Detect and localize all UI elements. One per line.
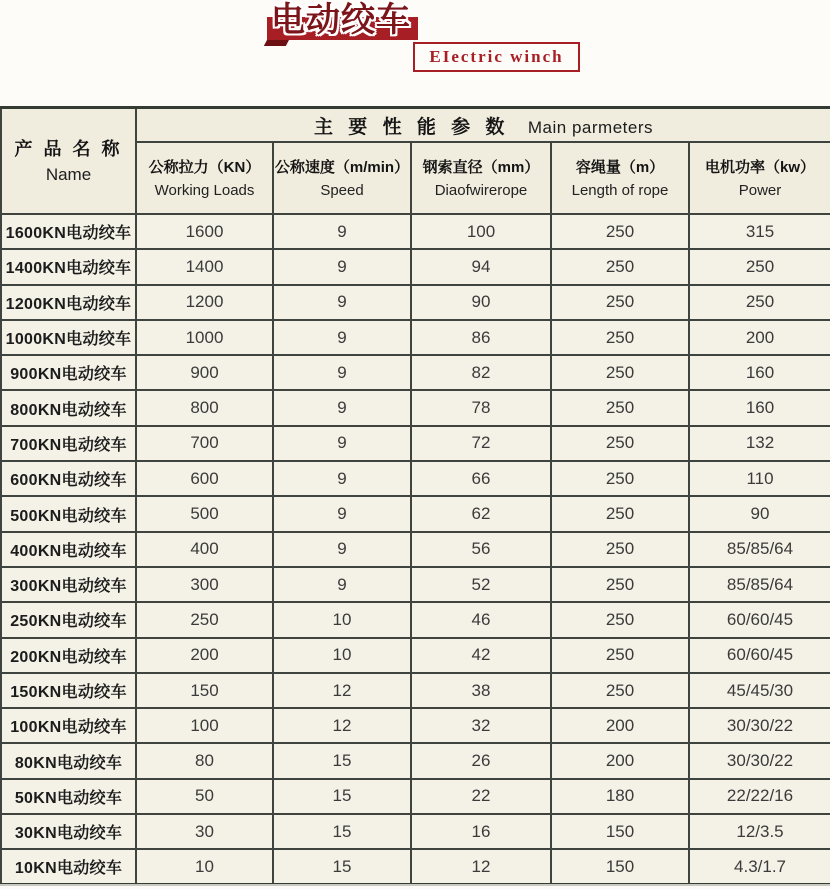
value-cell: 15 [273, 849, 411, 884]
group-header-zh: 主 要 性 能 参 数 [314, 116, 510, 138]
table-row [1, 779, 830, 814]
value-cell: 700 [136, 426, 273, 461]
value-cell: 250 [551, 673, 689, 708]
value-cell: 150 [551, 849, 689, 884]
table-row [1, 320, 830, 355]
value-cell: 38 [411, 673, 551, 708]
column-header-working-loads-zh: 公称拉力（KN） [148, 158, 261, 176]
value-cell: 82 [411, 355, 551, 390]
value-cell: 9 [273, 355, 411, 390]
value-cell: 100 [411, 214, 551, 249]
table-row [1, 390, 830, 425]
value-cell: 72 [411, 426, 551, 461]
name-column-header-en: Name [45, 164, 92, 184]
product-name-cell: 100KN电动绞车 [1, 708, 136, 743]
value-cell: 85/85/64 [689, 532, 830, 567]
value-cell: 200 [551, 708, 689, 743]
column-header-working-loads [136, 142, 273, 214]
page-bottom-edge [0, 884, 830, 886]
value-cell: 94 [411, 249, 551, 284]
name-column-header-zh: 产 品 名 称 [14, 138, 123, 159]
value-cell: 80 [136, 743, 273, 778]
column-header-speed-en: Speed [320, 181, 364, 199]
page-title-english: EIectric winch [429, 47, 564, 66]
value-cell: 9 [273, 285, 411, 320]
value-cell: 250 [551, 461, 689, 496]
product-name-cell: 800KN电动绞车 [1, 390, 136, 425]
value-cell: 15 [273, 779, 411, 814]
value-cell: 250 [551, 532, 689, 567]
value-cell: 250 [551, 426, 689, 461]
value-cell: 12 [273, 708, 411, 743]
value-cell: 9 [273, 249, 411, 284]
product-name-cell: 500KN电动绞车 [1, 496, 136, 531]
name-column-header [1, 108, 136, 215]
table-row [1, 285, 830, 320]
table-row [1, 602, 830, 637]
product-name-cell: 300KN电动绞车 [1, 567, 136, 602]
value-cell: 160 [689, 390, 830, 425]
value-cell: 78 [411, 390, 551, 425]
value-cell: 60/60/45 [689, 602, 830, 637]
group-header-en: Main parmeters [527, 117, 653, 137]
title-banner [0, 0, 830, 106]
value-cell: 52 [411, 567, 551, 602]
value-cell: 1200 [136, 285, 273, 320]
value-cell: 12 [273, 673, 411, 708]
spec-table [0, 106, 830, 886]
value-cell: 60/60/45 [689, 638, 830, 673]
value-cell: 30/30/22 [689, 743, 830, 778]
value-cell: 200 [136, 638, 273, 673]
value-cell: 160 [689, 355, 830, 390]
product-name-cell: 1200KN电动绞车 [1, 285, 136, 320]
value-cell: 90 [411, 285, 551, 320]
table-row [1, 426, 830, 461]
product-name-cell: 1600KN电动绞车 [1, 214, 136, 249]
value-cell: 1400 [136, 249, 273, 284]
value-cell: 12 [411, 849, 551, 884]
value-cell: 250 [551, 249, 689, 284]
value-cell: 15 [273, 814, 411, 849]
value-cell: 250 [551, 320, 689, 355]
value-cell: 250 [551, 390, 689, 425]
value-cell: 9 [273, 567, 411, 602]
value-cell: 600 [136, 461, 273, 496]
column-header-rope-length [551, 142, 689, 214]
value-cell: 200 [551, 743, 689, 778]
product-name-cell: 80KN电动绞车 [1, 743, 136, 778]
column-header-rope-length-en: Length of rope [571, 181, 669, 199]
column-header-power-en: Power [738, 181, 782, 199]
value-cell: 4.3/1.7 [689, 849, 830, 884]
product-name-cell: 200KN电动绞车 [1, 638, 136, 673]
value-cell: 200 [689, 320, 830, 355]
value-cell: 800 [136, 390, 273, 425]
value-cell: 90 [689, 496, 830, 531]
value-cell: 85/85/64 [689, 567, 830, 602]
value-cell: 500 [136, 496, 273, 531]
value-cell: 86 [411, 320, 551, 355]
product-name-cell: 150KN电动绞车 [1, 673, 136, 708]
table-row [1, 214, 830, 249]
value-cell: 110 [689, 461, 830, 496]
column-header-wire-diameter [411, 142, 551, 214]
column-header-wire-diameter-en: Diaofwirerope [434, 181, 528, 199]
page-title-chinese: 电动绞车 [271, 1, 411, 39]
product-name-cell: 600KN电动绞车 [1, 461, 136, 496]
value-cell: 250 [689, 285, 830, 320]
column-header-speed [273, 142, 411, 214]
value-cell: 9 [273, 496, 411, 531]
product-name-cell: 50KN电动绞车 [1, 779, 136, 814]
value-cell: 10 [273, 602, 411, 637]
value-cell: 9 [273, 214, 411, 249]
product-name-cell: 1400KN电动绞车 [1, 249, 136, 284]
value-cell: 46 [411, 602, 551, 637]
table-row [1, 814, 830, 849]
title-red-fold [264, 40, 289, 46]
product-name-cell: 10KN电动绞车 [1, 849, 136, 884]
value-cell: 32 [411, 708, 551, 743]
product-name-cell: 400KN电动绞车 [1, 532, 136, 567]
table-row [1, 849, 830, 884]
value-cell: 9 [273, 390, 411, 425]
product-name-cell: 900KN电动绞车 [1, 355, 136, 390]
value-cell: 30/30/22 [689, 708, 830, 743]
value-cell: 45/45/30 [689, 673, 830, 708]
value-cell: 56 [411, 532, 551, 567]
table-row [1, 496, 830, 531]
value-cell: 15 [273, 743, 411, 778]
product-name-cell: 30KN电动绞车 [1, 814, 136, 849]
column-header-power-zh: 电机功率（kw） [705, 158, 816, 176]
value-cell: 150 [551, 814, 689, 849]
product-name-cell: 700KN电动绞车 [1, 426, 136, 461]
value-cell: 900 [136, 355, 273, 390]
value-cell: 250 [551, 602, 689, 637]
value-cell: 22/22/16 [689, 779, 830, 814]
value-cell: 150 [136, 673, 273, 708]
value-cell: 50 [136, 779, 273, 814]
value-cell: 9 [273, 532, 411, 567]
value-cell: 42 [411, 638, 551, 673]
column-header-speed-zh: 公称速度（m/min） [274, 158, 410, 176]
value-cell: 250 [551, 567, 689, 602]
column-header-rope-length-zh: 容绳量（m） [575, 158, 665, 176]
table-row [1, 673, 830, 708]
value-cell: 10 [273, 638, 411, 673]
value-cell: 22 [411, 779, 551, 814]
value-cell: 62 [411, 496, 551, 531]
value-cell: 12/3.5 [689, 814, 830, 849]
value-cell: 1600 [136, 214, 273, 249]
value-cell: 16 [411, 814, 551, 849]
value-cell: 10 [136, 849, 273, 884]
value-cell: 180 [551, 779, 689, 814]
table-row [1, 461, 830, 496]
table-row [1, 567, 830, 602]
value-cell: 1000 [136, 320, 273, 355]
table-row [1, 638, 830, 673]
value-cell: 30 [136, 814, 273, 849]
value-cell: 26 [411, 743, 551, 778]
column-header-power [689, 142, 830, 214]
value-cell: 9 [273, 426, 411, 461]
table-row [1, 249, 830, 284]
value-cell: 250 [551, 496, 689, 531]
value-cell: 250 [551, 214, 689, 249]
column-header-wire-diameter-zh: 钢索直径（mm） [422, 158, 540, 176]
value-cell: 9 [273, 461, 411, 496]
value-cell: 315 [689, 214, 830, 249]
value-cell: 250 [136, 602, 273, 637]
table-row [1, 532, 830, 567]
value-cell: 400 [136, 532, 273, 567]
column-header-working-loads-en: Working Loads [154, 181, 255, 199]
value-cell: 100 [136, 708, 273, 743]
table-body [1, 214, 830, 885]
value-cell: 250 [551, 638, 689, 673]
product-name-cell: 250KN电动绞车 [1, 602, 136, 637]
product-name-cell: 1000KN电动绞车 [1, 320, 136, 355]
value-cell: 250 [551, 285, 689, 320]
table-row [1, 743, 830, 778]
value-cell: 250 [551, 355, 689, 390]
value-cell: 9 [273, 320, 411, 355]
value-cell: 66 [411, 461, 551, 496]
table-row [1, 708, 830, 743]
group-header-cell [136, 108, 830, 143]
value-cell: 300 [136, 567, 273, 602]
table-row [1, 355, 830, 390]
page-title-english-box [413, 42, 580, 72]
value-cell: 250 [689, 249, 830, 284]
group-header-row [1, 108, 830, 143]
value-cell: 132 [689, 426, 830, 461]
